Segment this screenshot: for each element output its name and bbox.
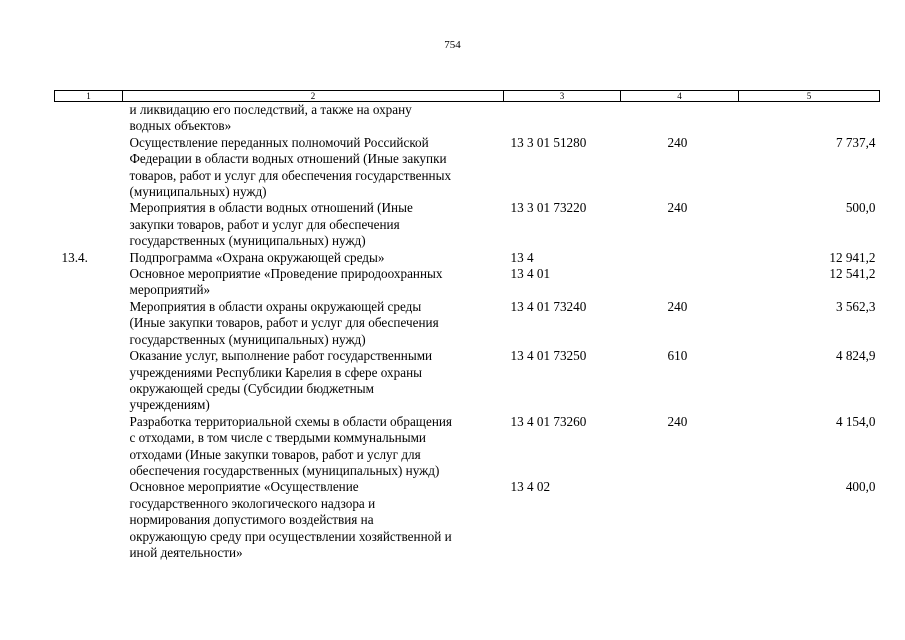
row-amount: 4 824,9 xyxy=(835,348,876,364)
table-row xyxy=(55,102,880,135)
row-amount: 3 562,3 xyxy=(835,298,876,314)
row-code: 13 3 01 51280 xyxy=(510,134,587,150)
table-row xyxy=(55,348,880,414)
row-number xyxy=(55,102,123,135)
row-name: Основное мероприятие «Осуществление государственного экологического надзора и нормирования допустимого воздействия на окружающую среду при осуществлении хозяйственной и иной деятельности» xyxy=(129,479,452,560)
row-expense-type: 610 xyxy=(667,348,688,364)
row-expense-type: 240 xyxy=(667,413,688,429)
row-amount xyxy=(739,102,880,135)
row-amount: 4 154,0 xyxy=(835,413,876,429)
row-expense-type: 240 xyxy=(667,298,688,314)
page-number: 754 xyxy=(444,39,461,51)
row-code: 13 4 01 73260 xyxy=(510,413,587,429)
table-row xyxy=(55,414,880,480)
row-code: 13 4 01 xyxy=(510,266,551,282)
row-amount: 12 941,2 xyxy=(829,249,876,265)
row-code: 13 3 01 73220 xyxy=(510,200,587,216)
row-number: 13.4. xyxy=(61,249,88,265)
row-name: Мероприятия в области охраны окружающей среды (Иные закупки товаров, работ и услуг для обеспечения государственных (муниципальных) нужд) xyxy=(129,298,439,347)
row-code: 13 4 01 73250 xyxy=(510,348,587,364)
column-header-1: 1 xyxy=(55,91,123,102)
row-number xyxy=(55,348,123,414)
row-name: Разработка территориальной схемы в области обращения с отходами, в том числе с твердыми коммунальными отходами (Иные закупки товаров, работ и услуг для обеспечения государственных (муниципальных) нужд) xyxy=(129,413,453,478)
table-row xyxy=(55,200,880,249)
row-amount: 400,0 xyxy=(845,479,876,495)
table-row xyxy=(55,250,880,266)
row-number xyxy=(55,135,123,201)
column-header-4: 4 xyxy=(621,91,739,102)
row-name: Основное мероприятие «Проведение природоохранных мероприятий» xyxy=(129,266,443,298)
row-number xyxy=(55,266,123,299)
row-name: и ликвидацию его последствий, а также на охрану водных объектов» xyxy=(129,102,412,134)
table-row xyxy=(55,135,880,201)
table-row xyxy=(55,299,880,348)
row-amount: 12 541,2 xyxy=(829,266,876,282)
row-amount: 500,0 xyxy=(845,200,876,216)
table-row xyxy=(55,479,880,561)
row-expense-type: 240 xyxy=(667,134,688,150)
row-number xyxy=(55,299,123,348)
row-code xyxy=(504,102,621,135)
column-header-5: 5 xyxy=(739,91,880,102)
row-expense-type xyxy=(621,266,739,299)
row-number xyxy=(55,479,123,561)
row-name: Оказание услуг, выполнение работ государственными учреждениями Республики Карелия в сфере охраны окружающей среды (Субсидии бюджетным учреждениям) xyxy=(129,348,433,413)
column-header-3: 3 xyxy=(504,91,621,102)
budget-table xyxy=(54,90,880,561)
header-row xyxy=(55,91,880,102)
row-expense-type xyxy=(621,102,739,135)
column-header-2: 2 xyxy=(123,91,504,102)
row-expense-type xyxy=(621,250,739,266)
row-code: 13 4 xyxy=(510,249,534,265)
row-expense-type: 240 xyxy=(667,200,688,216)
row-expense-type xyxy=(621,479,739,561)
row-code: 13 4 01 73240 xyxy=(510,298,587,314)
row-name: Осуществление переданных полномочий Российской Федерации в области водных отношений (Иные закупки товаров, работ и услуг для обеспечения государственных (муниципальных) нужд) xyxy=(129,134,452,200)
table-row xyxy=(55,266,880,299)
row-name: Мероприятия в области водных отношений (Иные закупки товаров, работ и услуг для обеспечения государственных (муниципальных) нужд) xyxy=(129,200,413,249)
row-number xyxy=(55,414,123,480)
row-name: Подпрограмма «Охрана окружающей среды» xyxy=(129,249,385,265)
row-amount: 7 737,4 xyxy=(835,134,876,150)
row-number xyxy=(55,200,123,249)
row-code: 13 4 02 xyxy=(510,479,551,495)
table-body xyxy=(55,102,880,562)
table-header xyxy=(55,91,880,102)
